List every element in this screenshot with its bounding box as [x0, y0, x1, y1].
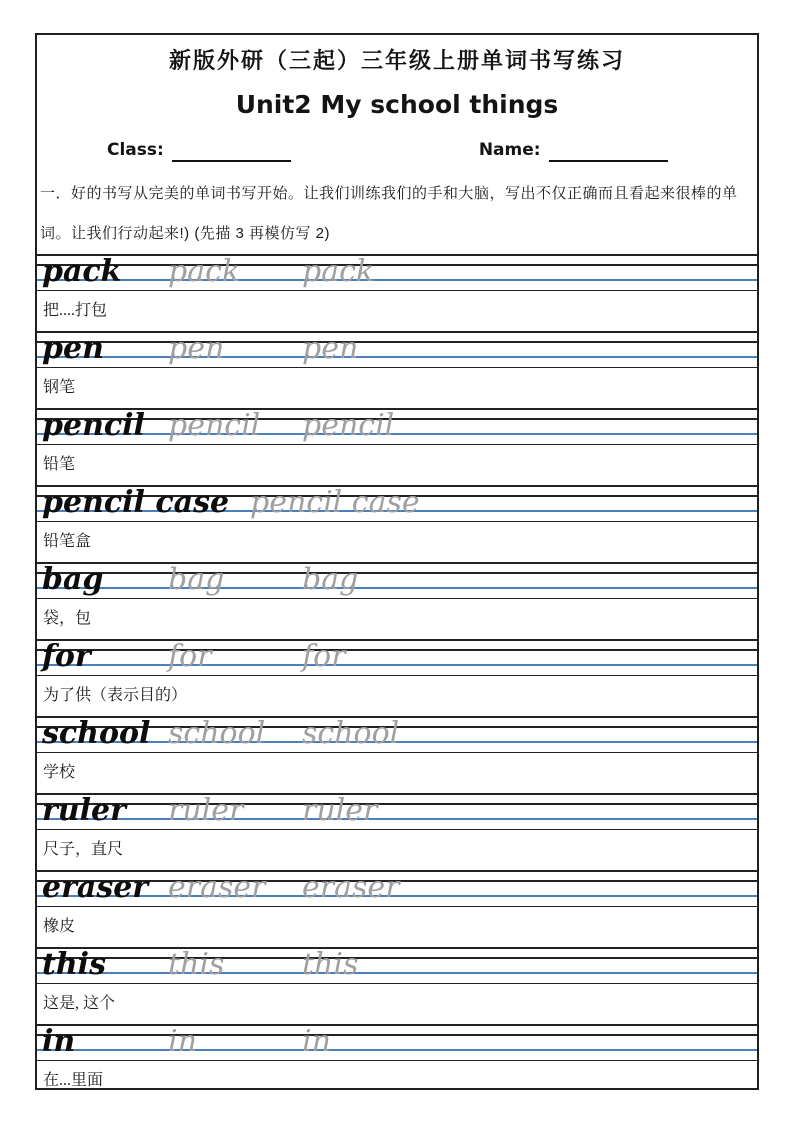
- guide-line-bottom: [37, 1060, 757, 1062]
- word-sample: pen: [42, 331, 104, 366]
- word-sample: ruler: [42, 793, 126, 828]
- word-trace-1: in: [168, 1024, 197, 1059]
- guide-baseline-blue: [37, 279, 757, 281]
- guide-line-bottom: [37, 290, 757, 292]
- guide-line-top: [37, 408, 757, 410]
- writing-guide-lines: [37, 793, 757, 830]
- writing-guide-lines: [37, 870, 757, 907]
- guide-line-bottom: [37, 829, 757, 831]
- word-trace-2: this: [302, 947, 359, 982]
- writing-guide-lines: [37, 485, 757, 522]
- writing-guide-lines: [37, 716, 757, 753]
- word-trace-1: pen: [168, 331, 225, 366]
- word-meaning: 铅笔: [43, 456, 76, 473]
- word-sample: pencil: [42, 408, 145, 443]
- name-label: Name:: [478, 140, 541, 160]
- word-meaning: 尺子，直尺: [43, 841, 124, 858]
- name-blank-line: [549, 140, 668, 162]
- guide-line-bottom: [37, 675, 757, 677]
- word-practice-block: [37, 408, 757, 477]
- word-trace-2: pencil: [302, 408, 395, 443]
- guide-line-top: [37, 793, 757, 795]
- guide-line-mid: [37, 803, 757, 805]
- writing-guide-lines: [37, 408, 757, 445]
- unit-subtitle: Unit2 My school things: [235, 90, 559, 119]
- word-practice-block: [37, 1024, 757, 1090]
- word-trace-1: pencil: [168, 408, 261, 443]
- word-trace-2: ruler: [302, 793, 378, 828]
- guide-line-mid: [37, 957, 757, 959]
- word-practice-block: [37, 254, 757, 323]
- word-meaning: 学校: [43, 764, 76, 781]
- guide-line-top: [37, 639, 757, 641]
- guide-line-top: [37, 254, 757, 256]
- word-meaning: 在...里面: [43, 1072, 104, 1089]
- word-meaning: 袋，包: [43, 610, 92, 627]
- page-title: 新版外研（三起）三年级上册单词书写练习: [168, 48, 625, 73]
- word-trace-1: pencil case: [250, 485, 420, 520]
- word-trace-2: eraser: [302, 870, 400, 905]
- writing-guide-lines: [37, 254, 757, 291]
- guide-baseline-blue: [37, 818, 757, 820]
- word-trace-1: school: [168, 716, 266, 751]
- word-trace-2: school: [302, 716, 400, 751]
- word-trace-2: bag: [302, 562, 359, 597]
- word-trace-1: eraser: [168, 870, 266, 905]
- guide-line-mid: [37, 264, 757, 266]
- guide-line-mid: [37, 572, 757, 574]
- word-trace-1: bag: [168, 562, 225, 597]
- guide-line-bottom: [37, 598, 757, 600]
- word-practice-block: [37, 716, 757, 785]
- guide-baseline-blue: [37, 433, 757, 435]
- writing-guide-lines: [37, 331, 757, 368]
- word-meaning: 这是, 这个: [43, 995, 116, 1012]
- class-blank-line: [172, 140, 291, 162]
- word-meaning: 铅笔盒: [43, 533, 92, 550]
- word-practice-block: [37, 870, 757, 939]
- word-sample: this: [42, 947, 106, 982]
- guide-line-mid: [37, 1034, 757, 1036]
- writing-guide-lines: [37, 947, 757, 984]
- word-sample: pencil case: [42, 485, 230, 520]
- word-practice-block: [37, 947, 757, 1016]
- word-meaning: 为了供（表示目的）: [43, 687, 188, 704]
- guide-line-mid: [37, 341, 757, 343]
- class-name-row: [37, 134, 757, 162]
- word-trace-2: pen: [302, 331, 359, 366]
- word-practice-block: [37, 562, 757, 631]
- guide-baseline-blue: [37, 972, 757, 974]
- word-sample: eraser: [42, 870, 149, 905]
- writing-guide-lines: [37, 1024, 757, 1061]
- guide-baseline-blue: [37, 664, 757, 666]
- guide-baseline-blue: [37, 1049, 757, 1051]
- guide-baseline-blue: [37, 356, 757, 358]
- word-trace-1: for: [168, 639, 212, 674]
- word-meaning: 把....打包: [43, 302, 108, 319]
- class-label: Class:: [107, 140, 164, 160]
- word-practice-block: [37, 331, 757, 400]
- word-sample: in: [42, 1024, 76, 1059]
- word-sample: for: [42, 639, 91, 674]
- guide-line-top: [37, 947, 757, 949]
- word-sample: bag: [42, 562, 104, 597]
- word-practice-block: [37, 793, 757, 862]
- guide-line-bottom: [37, 983, 757, 985]
- word-meaning: 钢笔: [43, 379, 76, 396]
- word-sample: pack: [42, 254, 122, 289]
- word-trace-2: for: [302, 639, 346, 674]
- word-practice-block: [37, 639, 757, 708]
- word-trace-2: pack: [302, 254, 375, 289]
- word-trace-1: this: [168, 947, 225, 982]
- guide-line-mid: [37, 649, 757, 651]
- word-trace-2: in: [302, 1024, 331, 1059]
- guide-line-top: [37, 562, 757, 564]
- guide-line-mid: [37, 418, 757, 420]
- guide-line-bottom: [37, 444, 757, 446]
- word-sample: school: [42, 716, 151, 751]
- writing-guide-lines: [37, 639, 757, 676]
- word-trace-1: pack: [168, 254, 241, 289]
- guide-baseline-blue: [37, 587, 757, 589]
- writing-guide-lines: [37, 562, 757, 599]
- guide-line-top: [37, 1024, 757, 1026]
- word-list: [37, 254, 757, 1090]
- instructions-text: 一．好的书写从完美的单词书写开始。让我们训练我们的手和大脑，写出不仅正确而且看起来很棒的单词。让我们行动起来!) (先描 3 再模仿写 2): [40, 185, 738, 242]
- worksheet-page: [35, 33, 759, 1090]
- guide-line-bottom: [37, 367, 757, 369]
- word-meaning: 橡皮: [43, 918, 76, 935]
- word-trace-1: ruler: [168, 793, 244, 828]
- word-practice-block: [37, 485, 757, 554]
- guide-line-top: [37, 331, 757, 333]
